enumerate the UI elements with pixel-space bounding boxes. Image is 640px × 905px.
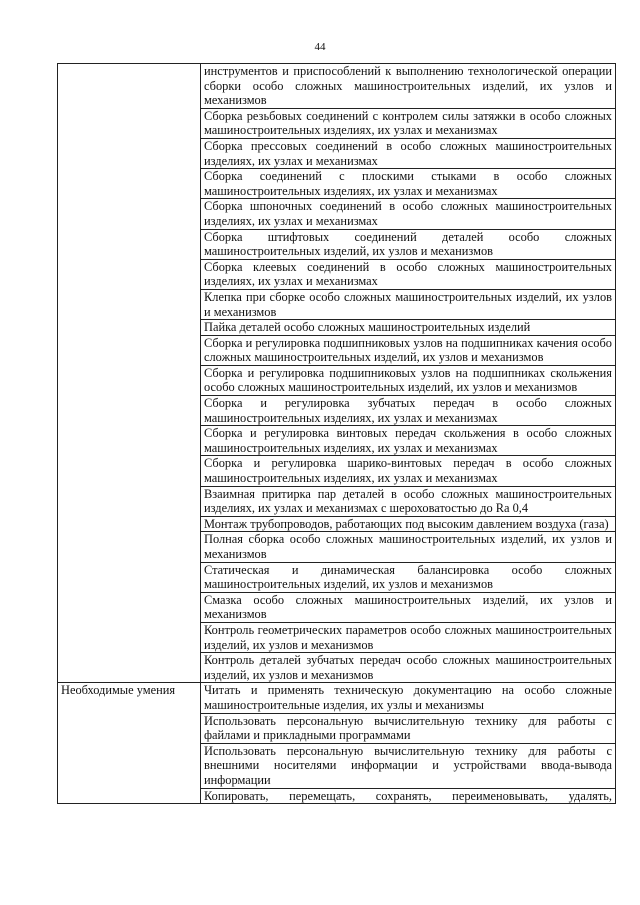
table-cell (201, 653, 616, 683)
cell-text: Использовать персональную вычислительную технику для работы с файлами и прикладными программами (204, 713, 612, 743)
cell-text: Сборка штифтовых соединений деталей особо сложных машиностроительных изделий, их узлов и механизмов (204, 229, 612, 259)
table-cell (201, 788, 616, 804)
table-cell (201, 229, 616, 259)
table-cell (201, 713, 616, 743)
cell-text: Использовать персональную вычислительную технику для работы с внешними носителями информации и устройствами ввода-вывода информации (204, 743, 612, 787)
table-cell (201, 486, 616, 516)
cell-text: Клепка при сборке особо сложных машиностроительных изделий, их узлов и механизмов (204, 289, 612, 319)
table-cell (201, 456, 616, 486)
table-cell (201, 622, 616, 652)
cell-text: Сборка и регулировка зубчатых передач в особо сложных машиностроительных изделиях, их узлах и механизмах (204, 396, 612, 425)
cell-text: Контроль геометрических параметров особо сложных машиностроительных изделий, их узлов и механизмов (204, 622, 612, 652)
cell-text: Сборка и регулировка подшипниковых узлов на подшипниках скольжения особо сложных машиностроительных изделий, их узлов и механизмов (204, 365, 612, 395)
page-number: 44 (314, 41, 326, 53)
table-cell (201, 532, 616, 562)
cell-text: Полная сборка особо сложных машиностроительных изделий, их узлов и механизмов (204, 532, 612, 561)
table-cell (201, 199, 616, 229)
table-cell (201, 138, 616, 168)
table-cell (201, 365, 616, 395)
cell-text: Статическая и динамическая балансировка особо сложных машиностроительных изделий, их узлов и механизмов (204, 562, 612, 592)
table-row (58, 64, 616, 109)
table-cell (201, 516, 616, 532)
table-row (58, 683, 616, 713)
requirements-table (57, 63, 616, 804)
cell-text: Сборка прессовых соединений в особо сложных машиностроительных изделиях, их узлах и механизмах (204, 138, 612, 168)
cell-text: Читать и применять техническую документацию на особо сложные машиностроительные изделия, их узлы и механизмы (204, 683, 612, 712)
table-cell (201, 335, 616, 365)
table-cell (201, 396, 616, 426)
cell-text: Смазка особо сложных машиностроительных изделий, их узлов и механизмов (204, 592, 612, 622)
table-cell (201, 289, 616, 319)
cell-text: Контроль деталей зубчатых передач особо сложных машиностроительных изделий, их узлов и механизмов (204, 653, 612, 682)
cell-text: Сборка соединений с плоскими стыками в особо сложных машиностроительных изделиях, их узлах и механизмах (204, 169, 612, 198)
table-cell (201, 259, 616, 289)
left-cell-skills-heading: Необходимые умения (58, 683, 201, 804)
cell-text: Копировать, перемещать, сохранять, переименовывать, удалять, (204, 788, 612, 803)
cell-text: Взаимная притирка пар деталей в особо сложных машиностроительных изделиях, их узлах и механизмах с шероховатостью до Ra 0,4 (204, 486, 612, 516)
left-cell-continued (58, 64, 201, 683)
cell-text: инструментов и приспособлений к выполнению технологической операции сборки особо сложных машиностроительных изделий, их узлов и механизмов (204, 64, 612, 108)
table-cell (201, 592, 616, 622)
cell-text: Сборка резьбовых соединений с контролем силы затяжки в особо сложных машиностроительных изделиях, их узлах и механизмах (204, 108, 612, 138)
table-cell (201, 683, 616, 713)
cell-text: Монтаж трубопроводов, работающих под высоким давлением воздуха (газа) (204, 516, 609, 531)
table-cell (201, 320, 616, 336)
cell-text: Сборка и регулировка винтовых передач скольжения в особо сложных машиностроительных изделиях, их узлах и механизмах (204, 426, 612, 455)
cell-text: Сборка и регулировка шарико-винтовых передач в особо сложных машиностроительных изделиях, их узлах и механизмах (204, 456, 612, 486)
table-cell (201, 426, 616, 456)
cell-text: Сборка и регулировка подшипниковых узлов на подшипниках качения особо сложных машиностроительных изделий, их узлов и механизмов (204, 335, 612, 365)
table-cell (201, 108, 616, 138)
table-cell (201, 562, 616, 592)
cell-text: Сборка клеевых соединений в особо сложных машиностроительных изделиях, их узлах и механизмах (204, 259, 612, 289)
table-cell (201, 64, 616, 109)
cell-text: Сборка шпоночных соединений в особо сложных машиностроительных изделиях, их узлах и механизмах (204, 199, 612, 228)
cell-text: Пайка деталей особо сложных машиностроительных изделий (204, 320, 531, 335)
table-cell (201, 743, 616, 788)
table-cell (201, 169, 616, 199)
table-body (58, 64, 616, 804)
